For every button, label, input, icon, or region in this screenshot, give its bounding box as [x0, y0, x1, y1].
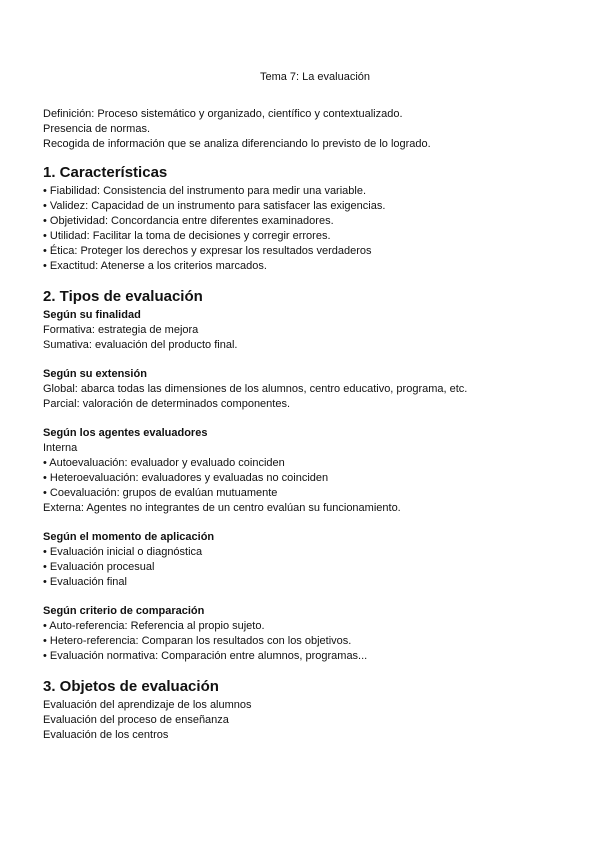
list-item: Evaluación de los centros [43, 729, 169, 741]
subheading-finalidad: Según su finalidad [43, 309, 141, 321]
list-item: • Auto-referencia: Referencia al propio sujeto. [43, 620, 265, 632]
list-item: Sumativa: evaluación del producto final. [43, 339, 238, 351]
list-item: Externa: Agentes no integrantes de un centro evalúan su funcionamiento. [43, 502, 401, 514]
list-item: • Evaluación procesual [43, 561, 155, 573]
list-item: • Autoevaluación: evaluador y evaluado coinciden [43, 457, 285, 469]
list-item: • Objetividad: Concordancia entre diferentes examinadores. [43, 215, 334, 227]
list-item: Formativa: estrategia de mejora [43, 324, 199, 336]
list-item: Interna [43, 442, 78, 454]
caracteristicas-list [43, 184, 563, 274]
list-item: • Evaluación inicial o diagnóstica [43, 546, 203, 558]
intro-line: Presencia de normas. [43, 123, 150, 135]
document-title: Tema 7: La evaluación [259, 71, 371, 83]
list-item: • Coevaluación: grupos de evalúan mutuamente [43, 487, 278, 499]
list-item: • Hetero-referencia: Comparan los resultados con los objetivos. [43, 635, 352, 647]
section-heading-objetos: 3. Objetos de evaluación [43, 678, 219, 695]
subheading-momento: Según el momento de aplicación [43, 531, 215, 543]
intro-line: Recogida de información que se analiza diferenciando lo previsto de lo logrado. [43, 138, 431, 150]
list-item: • Evaluación final [43, 576, 127, 588]
list-item: Evaluación del aprendizaje de los alumnos [43, 699, 252, 711]
list-item: • Heteroevaluación: evaluadores y evaluadas no coinciden [43, 472, 329, 484]
subheading-agentes: Según los agentes evaluadores [43, 427, 208, 439]
list-item: Evaluación del proceso de enseñanza [43, 714, 229, 726]
document-body [43, 107, 563, 743]
section-heading-tipos: 2. Tipos de evaluación [43, 288, 203, 305]
list-item: • Fiabilidad: Consistencia del instrumento para medir una variable. [43, 185, 367, 197]
list-item: • Utilidad: Facilitar la toma de decisiones y corregir errores. [43, 230, 331, 242]
list-item: Global: abarca todas las dimensiones de los alumnos, centro educativo, programa, etc. [43, 383, 468, 395]
list-item: Parcial: valoración de determinados componentes. [43, 398, 291, 410]
intro-line: Definición: Proceso sistemático y organizado, científico y contextualizado. [43, 108, 403, 120]
list-item: • Evaluación normativa: Comparación entre alumnos, programas... [43, 650, 368, 662]
objetos-list [43, 698, 563, 743]
list-item: • Ética: Proteger los derechos y expresar los resultados verdaderos [43, 245, 372, 257]
list-item: • Exactitud: Atenerse a los criterios marcados. [43, 260, 267, 272]
subheading-extension: Según su extensión [43, 368, 147, 380]
intro-block [43, 107, 563, 152]
subheading-comparacion: Según criterio de comparación [43, 605, 205, 617]
section-heading-caracteristicas: 1. Características [43, 164, 168, 181]
list-item: • Validez: Capacidad de un instrumento para satisfacer las exigencias. [43, 200, 386, 212]
